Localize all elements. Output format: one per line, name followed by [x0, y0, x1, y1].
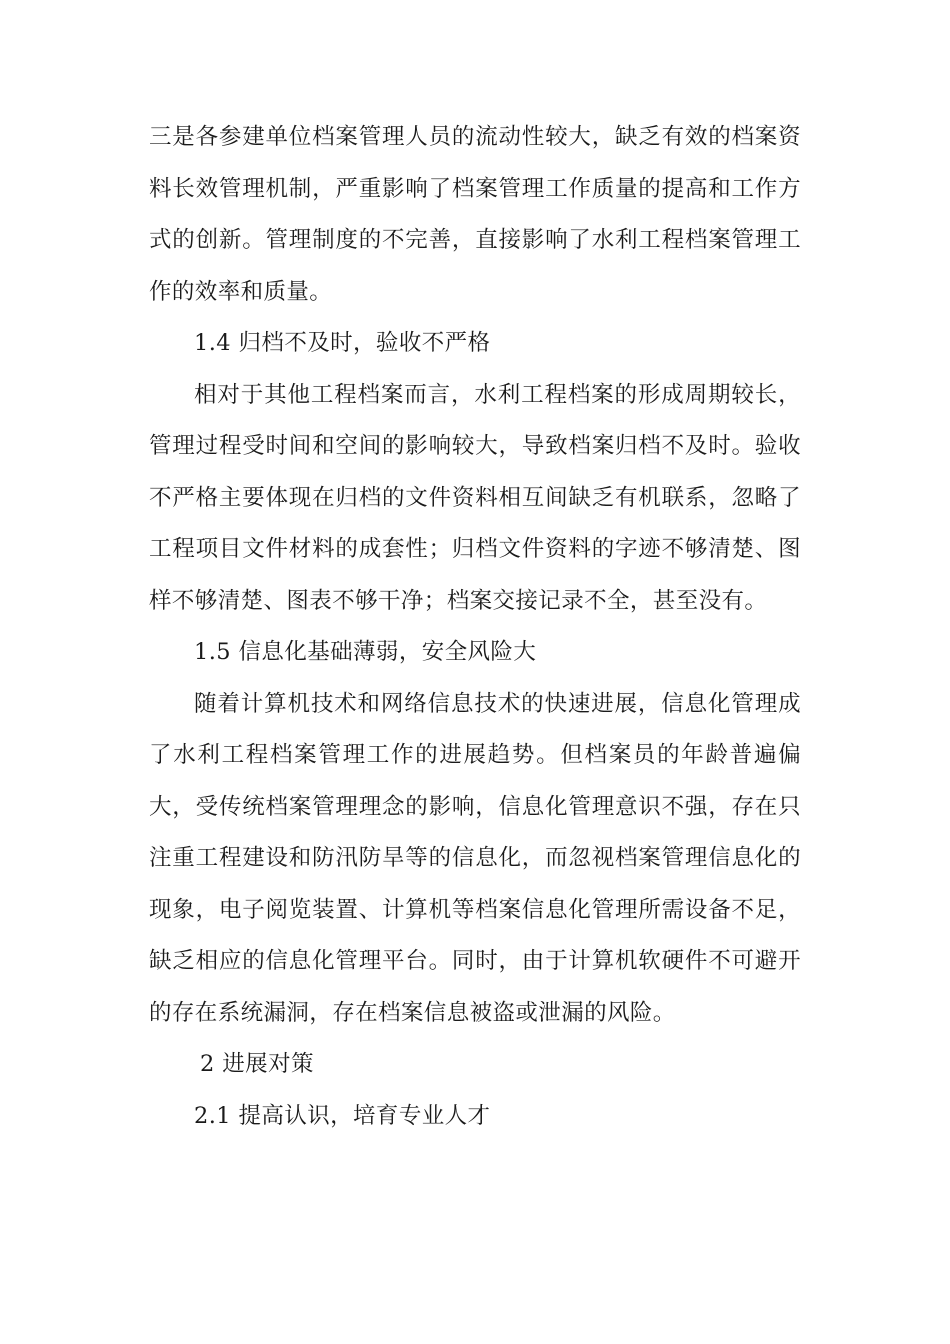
- paragraph-personnel-turnover: 三是各参建单位档案管理人员的流动性较大，缺乏有效的档案资料长效管理机制，严重影响了档案管理工作质量的提高和工作方式的创新。管理制度的不完善，直接影响了水利工程档案管理工作的效率和质量。: [149, 124, 801, 305]
- section-heading-1-5: 1.5 信息化基础薄弱，安全风险大: [194, 639, 537, 665]
- section-heading-2-1: 2.1 提高认识，培育专业人才: [194, 1102, 491, 1129]
- paragraph-archiving-delay: 相对于其他工程档案而言，水利工程档案的形成周期较长，管理过程受时间和空间的影响较大，导致档案归档不及时。验收不严格主要体现在归档的文件资料相互间缺乏有机联系，忽略了工程项目文件材料的成套性；归档文件资料的字迹不够清楚、图样不够清楚、图表不够干净；档案交接记录不全，甚至没有。: [149, 381, 801, 614]
- document-body: [149, 112, 801, 1142]
- paragraph-informatization: 随着计算机技术和网络信息技术的快速进展，信息化管理成了水利工程档案管理工作的进展趋势。但档案员的年龄普遍偏大，受传统档案管理理念的影响，信息化管理意识不强，存在只注重工程建设和防汛防旱等的信息化，而忽视档案管理信息化的现象，电子阅览装置、计算机等档案信息化管理所需设备不足，缺乏相应的信息化管理平台。同时，由于计算机软硬件不可避开的存在系统漏洞，存在档案信息被盗或泄漏的风险。: [149, 690, 801, 1026]
- section-heading-1-4: 1.4 归档不及时，验收不严格: [194, 330, 491, 356]
- section-heading-2: 2 进展对策: [200, 1051, 314, 1077]
